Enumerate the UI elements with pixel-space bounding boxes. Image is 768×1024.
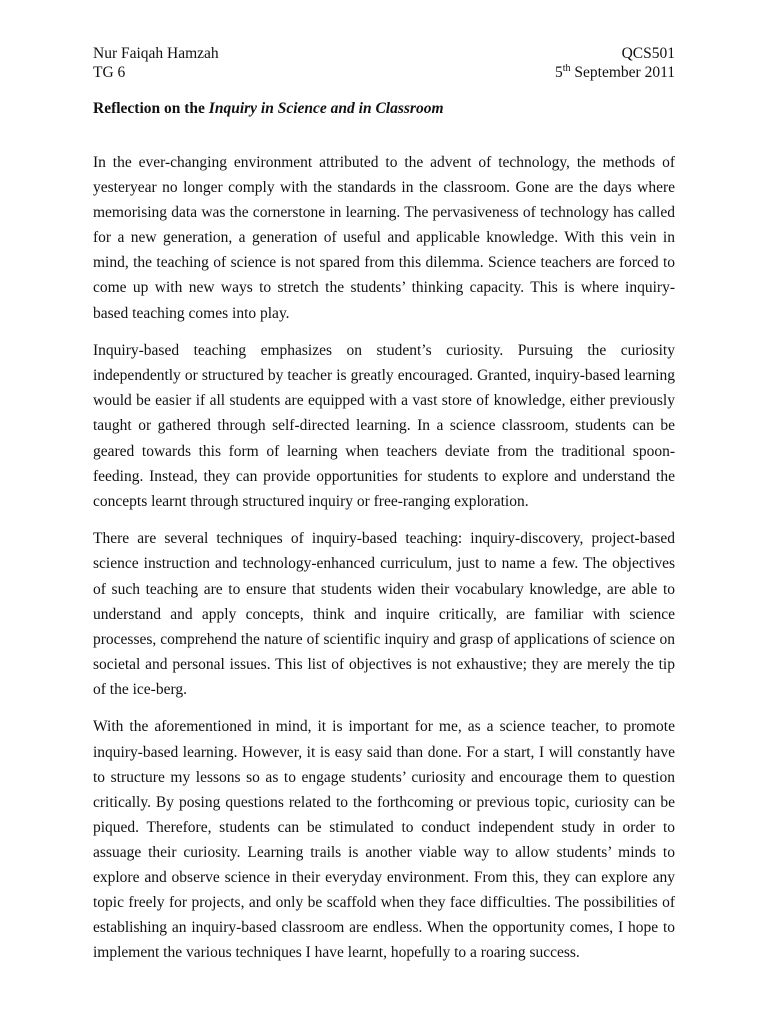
paragraph-3: There are several techniques of inquiry-based teaching: inquiry-discovery, project-based science instruction and technology-enhanced curriculum, just to name a few. The objectives of such teaching are to ensure that students widen their vocabulary knowledge, are able to understand and apply concepts, think and inquire critically, are familiar with science processes, comprehend the nature of scientific inquiry and grasp of applications of science on societal and personal issues. This list of objectives is not exhaustive; they are merely the tip of the ice-berg. bbox=[93, 530, 675, 698]
tutorial-group: TG 6 bbox=[93, 64, 126, 81]
title-emphasis: Inquiry in Science and in Classroom bbox=[208, 100, 444, 117]
date-month-year: September 2011 bbox=[570, 64, 675, 81]
page-title bbox=[93, 99, 444, 118]
document-date bbox=[555, 63, 675, 82]
date-suffix: th bbox=[562, 62, 571, 74]
title-prefix: Reflection on the bbox=[93, 100, 209, 117]
paragraph-1: In the ever-changing environment attributed to the advent of technology, the methods of yesteryear no longer comply with the standards in the classroom. Gone are the days where memorising data was the cornerstone in learning. The pervasiveness of technology has called for a new generation, a generation of useful and applicable knowledge. With this vein in mind, the teaching of science is not spared from this dilemma. Science teachers are forced to come up with new ways to stretch the students’ thinking capacity. This is where inquiry-based teaching comes into play. bbox=[93, 154, 675, 322]
header-row-1 bbox=[93, 44, 675, 63]
course-code: QCS501 bbox=[621, 45, 675, 62]
author-name: Nur Faiqah Hamzah bbox=[93, 45, 219, 62]
header-row-2 bbox=[93, 63, 675, 82]
paragraph-2: Inquiry-based teaching emphasizes on student’s curiosity. Pursuing the curiosity independently or structured by teacher is greatly encouraged. Granted, inquiry-based learning would be easier if all students are equipped with a vast store of knowledge, either previously taught or gathered through self-directed learning. In a science classroom, students can be geared towards this form of learning when teachers deviate from the traditional spoon-feeding. Instead, they can provide opportunities for students to explore and understand the concepts learnt through structured inquiry or free-ranging exploration. bbox=[93, 342, 675, 510]
document-header bbox=[93, 44, 675, 82]
body-text bbox=[93, 150, 675, 978]
date-day: 5 bbox=[555, 64, 563, 81]
paragraph-4: With the aforementioned in mind, it is important for me, as a science teacher, to promote inquiry-based learning. However, it is easy said than done. For a start, I will constantly have to structure my lessons so as to engage students’ curiosity and encourage them to question critically. By posing questions related to the forthcoming or previous topic, curiosity can be piqued. Therefore, students can be stimulated to conduct independent study in order to assuage their curiosity. Learning trails is another viable way to allow students’ minds to explore and observe science in their everyday environment. From this, they can explore any topic freely for projects, and only be scaffold when they face difficulties. The possibilities of establishing an inquiry-based classroom are endless. When the opportunity comes, I hope to implement the various techniques I have learnt, hopefully to a roaring success. bbox=[93, 718, 675, 962]
